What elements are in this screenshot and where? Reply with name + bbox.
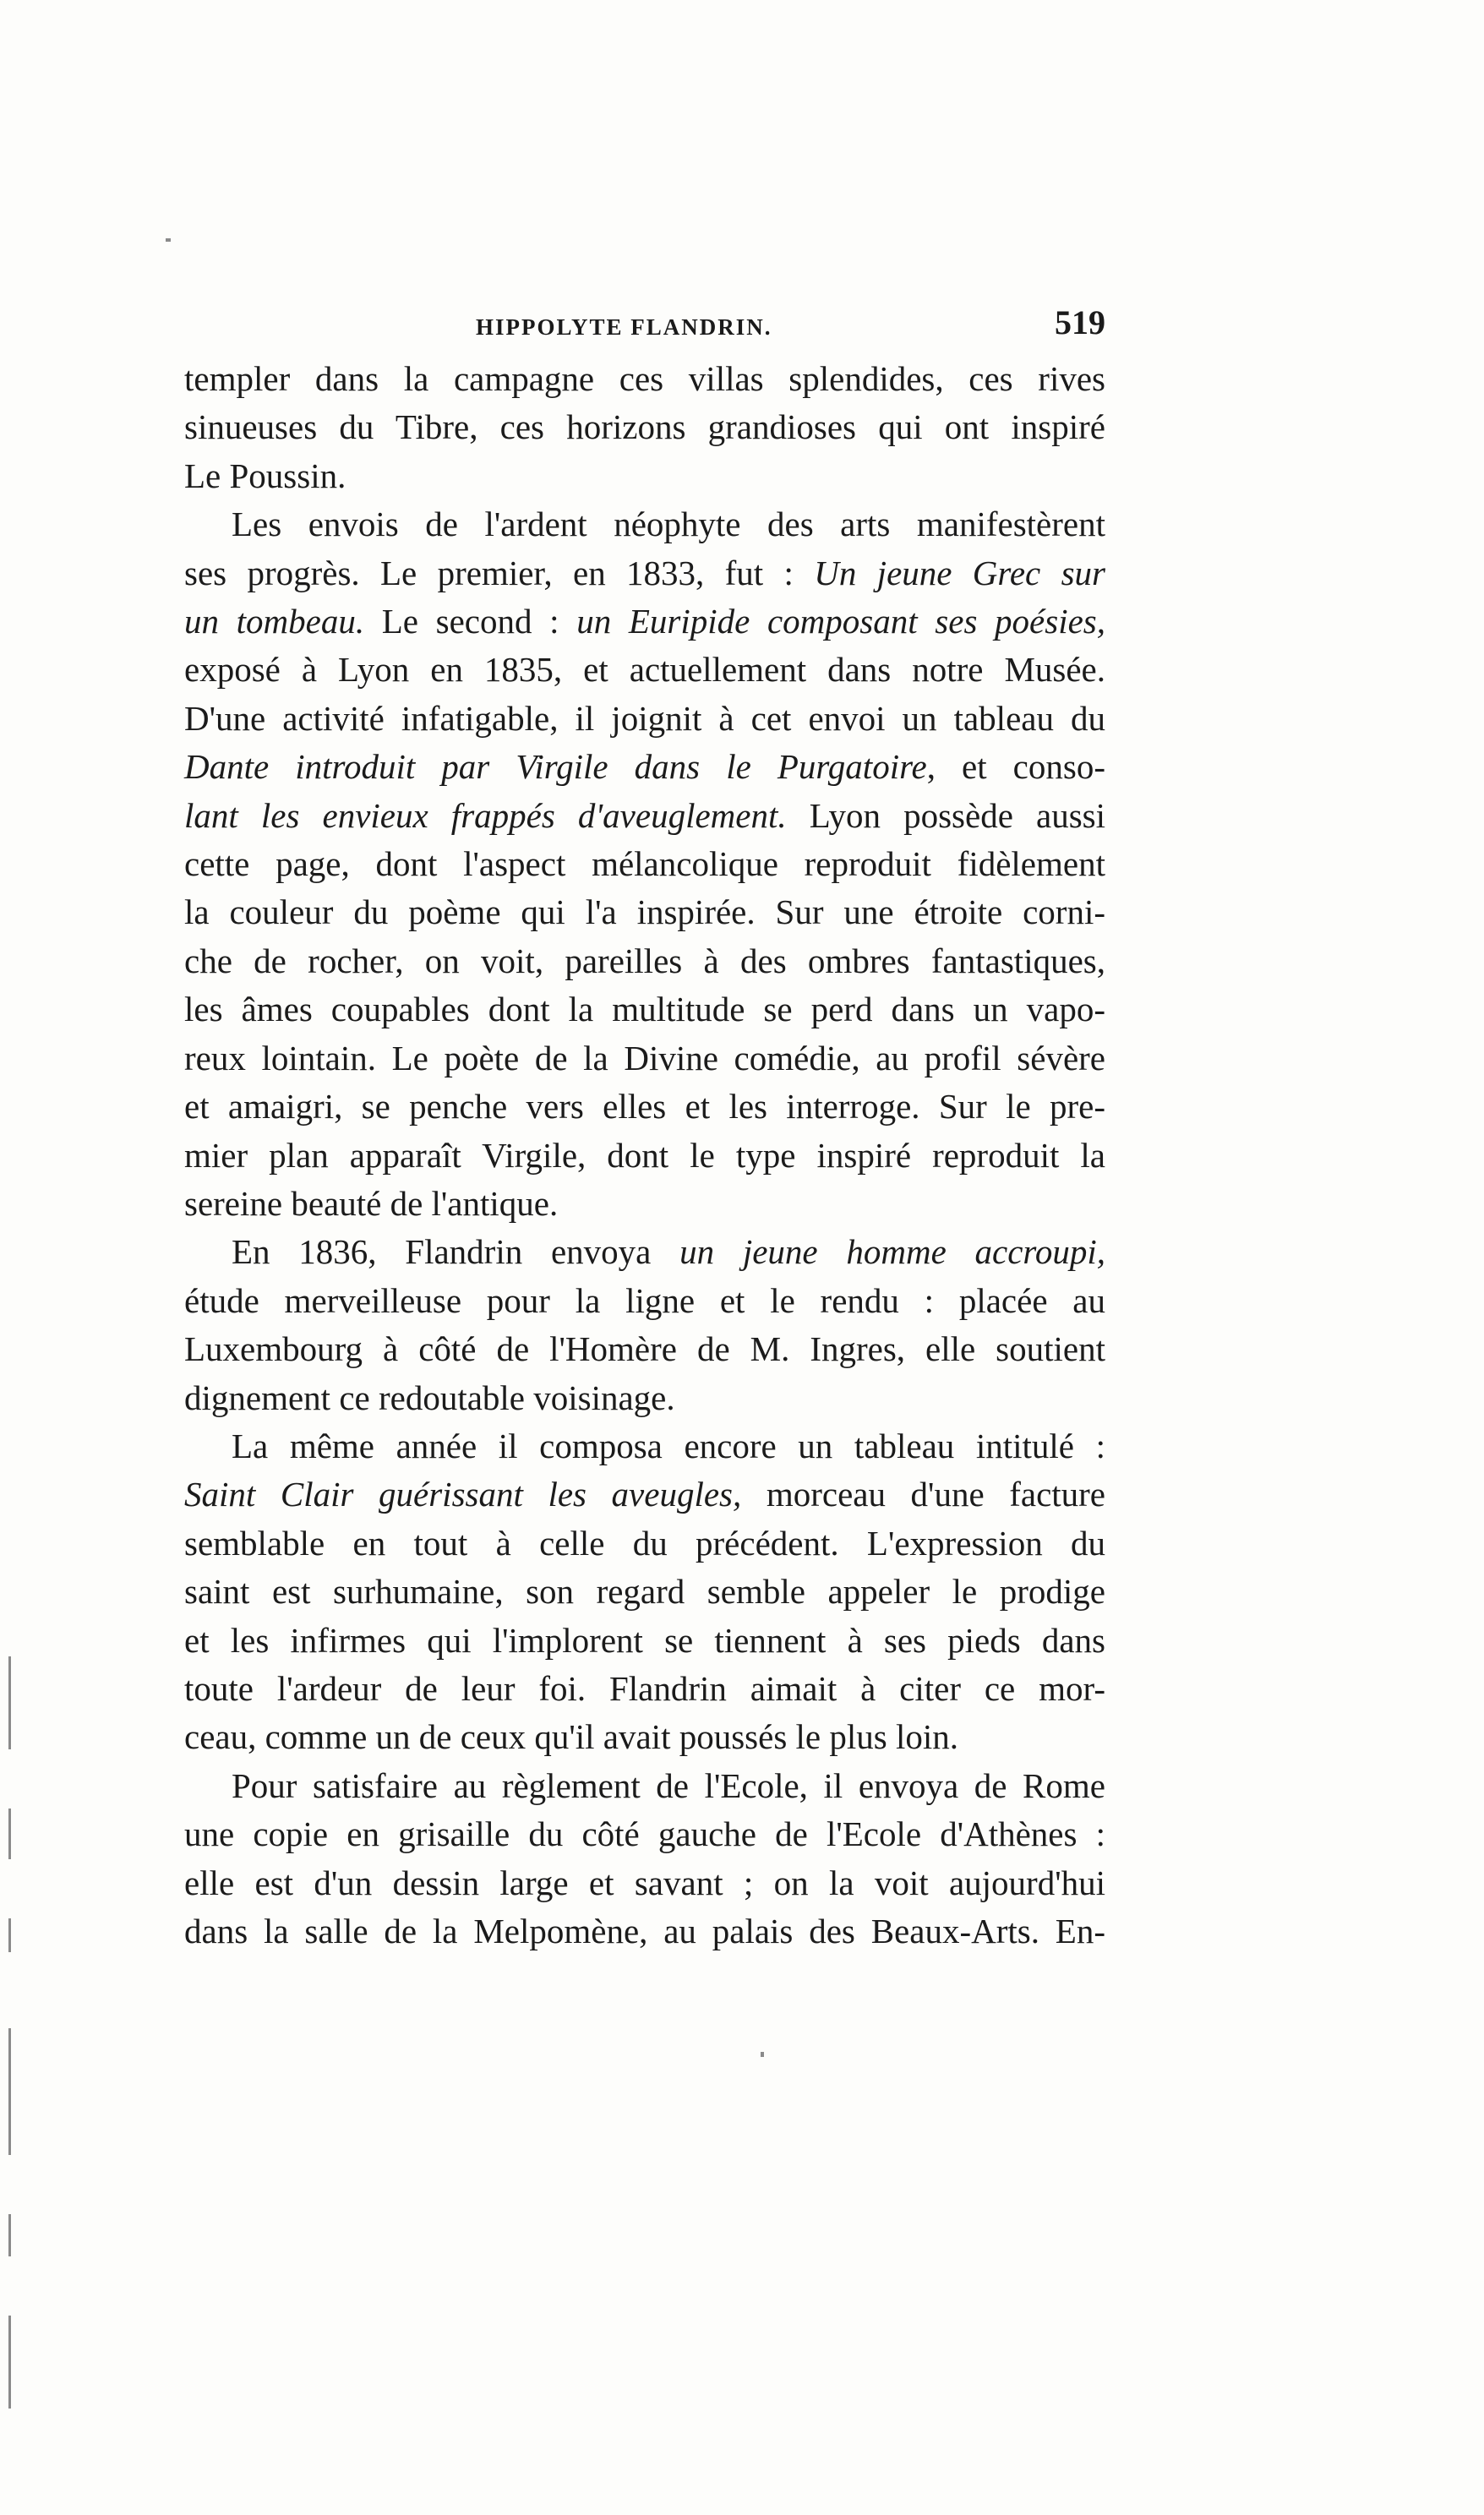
paragraph-1 bbox=[184, 355, 1105, 500]
text-segment: ses progrès. Le premier, en 1833, fut : bbox=[184, 553, 815, 592]
text-line: étude merveilleuse pour la ligne et le rendu : placée au bbox=[184, 1280, 1105, 1320]
scan-mark bbox=[8, 1656, 11, 1749]
scan-mark bbox=[8, 1809, 11, 1859]
italic-title: Dante introduit par Virgile dans le Purgatoire bbox=[184, 747, 927, 787]
text-line: dignement ce redoutable voisinage. bbox=[184, 1378, 675, 1417]
text-line: sinueuses du Tibre, ces horizons grandioses qui ont inspiré bbox=[184, 407, 1105, 447]
text-line: mier plan apparaît Virgile, dont le type inspiré reproduit la bbox=[184, 1135, 1105, 1175]
text-line: et amaigri, se penche vers elles et les interroge. Sur le pre- bbox=[184, 1087, 1105, 1127]
page-header bbox=[184, 303, 1105, 353]
text-line: Le Poussin. bbox=[184, 456, 346, 495]
text-line: une copie en grisaille du côté gauche de l'Ecole d'Athènes : bbox=[184, 1814, 1105, 1854]
text-line: toute l'ardeur de leur foi. Flandrin aimait à citer ce mor- bbox=[184, 1668, 1105, 1708]
text-line bbox=[184, 1470, 1105, 1519]
page-number: 519 bbox=[1055, 303, 1105, 341]
text-line: cette page, dont l'aspect mélancolique reproduit fidèlement bbox=[184, 844, 1105, 884]
text-line bbox=[184, 597, 1105, 646]
italic-title: un Euripide composant ses poésies, bbox=[576, 602, 1105, 641]
scan-mark bbox=[8, 1918, 11, 1952]
text-segment: Lyon possède aussi bbox=[786, 795, 1105, 835]
text-line bbox=[184, 792, 1105, 840]
text-line: exposé à Lyon en 1835, et actuellement dans notre Musée. bbox=[184, 650, 1105, 690]
text-line bbox=[184, 743, 1105, 791]
text-line: semblable en tout à celle du précédent. L'expression du bbox=[184, 1523, 1105, 1563]
italic-title: un tombeau. bbox=[184, 602, 365, 641]
text-segment: Le second : bbox=[381, 602, 577, 641]
text-line: sereine beauté de l'antique. bbox=[184, 1183, 559, 1223]
running-head: HIPPOLYTE FLANDRIN. bbox=[476, 314, 772, 340]
text-line: saint est surhumaine, son regard semble appeler le prodige bbox=[184, 1572, 1105, 1612]
text-line: reux lointain. Le poète de la Divine comédie, au profil sévère bbox=[184, 1038, 1105, 1077]
italic-title: Un jeune Grec sur bbox=[814, 553, 1105, 592]
scan-mark bbox=[8, 2316, 11, 2409]
scan-mark bbox=[8, 2214, 11, 2256]
text-line: dans la salle de la Melpomène, au palais des Beaux-Arts. En- bbox=[184, 1912, 1105, 1950]
text-segment: En 1836, Flandrin envoya bbox=[232, 1232, 680, 1272]
paragraph-5 bbox=[184, 1762, 1105, 1956]
text-line bbox=[184, 549, 1105, 597]
text-line: les âmes coupables dont la multitude se perd dans un vapo- bbox=[184, 990, 1105, 1029]
italic-title: un jeune homme accroupi, bbox=[679, 1232, 1105, 1272]
text-line: la couleur du poème qui l'a inspirée. Sur une étroite corni- bbox=[184, 892, 1105, 932]
text-line: et les infirmes qui l'implorent se tiennent à ses pieds dans bbox=[184, 1620, 1105, 1660]
text-line: Luxembourg à côté de l'Homère de M. Ingres, elle soutient bbox=[184, 1329, 1105, 1369]
text-segment: morceau d'une facture bbox=[741, 1475, 1106, 1514]
text-segment: , et conso- bbox=[926, 747, 1105, 787]
italic-title: lant les envieux frappés d'aveuglement. bbox=[184, 795, 787, 835]
text-line: elle est d'un dessin large et savant ; on la voit aujourd'hui bbox=[184, 1863, 1105, 1902]
scan-mark bbox=[761, 2052, 764, 2057]
italic-title: Saint Clair guérissant les aveugles, bbox=[184, 1475, 742, 1514]
text-line: D'une activité infatigable, il joignit à cet envoi un tableau du bbox=[184, 698, 1105, 738]
paragraph-4 bbox=[184, 1422, 1105, 1762]
scan-mark bbox=[166, 238, 171, 242]
text-line: che de rocher, on voit, pareilles à des ombres fantastiques, bbox=[184, 941, 1105, 980]
text-line: templer dans la campagne ces villas splendides, ces rives bbox=[184, 359, 1105, 398]
paragraph-3 bbox=[184, 1228, 1105, 1422]
body-text bbox=[184, 355, 1105, 1956]
text-line bbox=[184, 1228, 1105, 1276]
text-line: Pour satisfaire au règlement de l'Ecole, il envoya de Rome bbox=[232, 1765, 1105, 1805]
text-line: La même année il composa encore un tableau intitulé : bbox=[232, 1426, 1105, 1465]
text-line: ceau, comme un de ceux qu'il avait poussés le plus loin. bbox=[184, 1717, 958, 1757]
text-line: Les envois de l'ardent néophyte des arts manifestèrent bbox=[232, 505, 1105, 544]
paragraph-2 bbox=[184, 500, 1105, 1228]
scan-mark bbox=[8, 2028, 11, 2155]
